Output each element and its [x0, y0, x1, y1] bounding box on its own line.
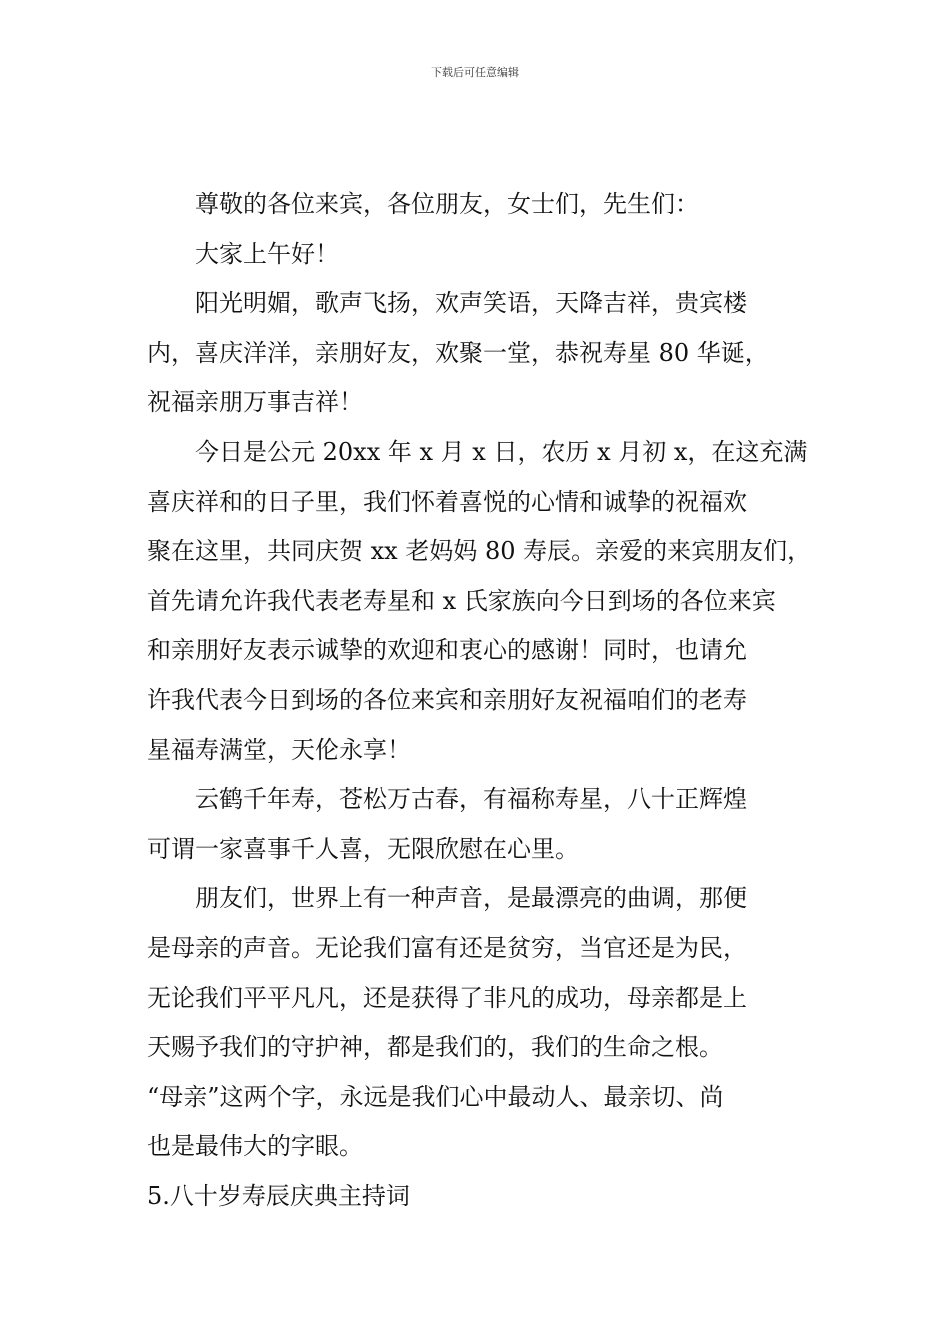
text-line: 可谓一家喜事千人喜，无限欣慰在心里。	[147, 834, 579, 863]
paragraph	[147, 775, 817, 874]
text-line: 首先请允许我代表老寿星和 x 氏家族向今日到场的各位来宾	[147, 586, 776, 615]
text-line: 云鹤千年寿，苍松万古春，有福称寿星，八十正辉煌	[195, 785, 747, 814]
text-line: 星福寿满堂，天伦永享！	[147, 735, 411, 764]
text-line: 朋友们，世界上有一种声音，是最漂亮的曲调，那便	[195, 884, 747, 913]
text-line: “母亲”这两个字，永远是我们心中最动人、最亲切、尚	[147, 1082, 724, 1111]
paragraph	[147, 180, 817, 230]
paragraph	[147, 279, 817, 428]
section-heading-text: 5.八十岁寿辰庆典主持词	[147, 1181, 410, 1210]
text-line: 喜庆祥和的日子里，我们怀着喜悦的心情和诚挚的祝福欢	[147, 487, 747, 516]
text-line: 是母亲的声音。无论我们富有还是贫穷，当官还是为民，	[147, 933, 747, 962]
paragraph	[147, 230, 817, 280]
section-heading	[147, 1172, 817, 1222]
document-body	[147, 180, 817, 1221]
paragraph	[147, 428, 817, 775]
text-line: 尊敬的各位来宾，各位朋友，女士们，先生们：	[195, 190, 699, 218]
text-line: 阳光明媚，歌声飞扬，欢声笑语，天降吉祥，贵宾楼	[195, 289, 747, 318]
paragraph	[147, 874, 817, 1172]
header-note: 下载后可任意编辑	[431, 66, 519, 79]
text-line: 聚在这里，共同庆贺 xx 老妈妈 80 寿辰。亲爱的来宾朋友们，	[147, 537, 812, 566]
text-line: 祝福亲朋万事吉祥！	[147, 388, 363, 417]
text-line: 也是最伟大的字眼。	[147, 1132, 363, 1161]
text-line: 大家上午好！	[195, 239, 339, 268]
text-line: 今日是公元 20xx 年 x 月 x 日，农历 x 月初 x，在这充满	[195, 437, 808, 466]
text-line: 许我代表今日到场的各位来宾和亲朋好友祝福咱们的老寿	[147, 685, 747, 714]
text-line: 和亲朋好友表示诚挚的欢迎和衷心的感谢！同时，也请允	[147, 636, 747, 665]
text-line: 天赐予我们的守护神，都是我们的，我们的生命之根。	[147, 1033, 723, 1062]
text-line: 内，喜庆洋洋，亲朋好友，欢聚一堂，恭祝寿星 80 华诞，	[147, 338, 769, 367]
text-line: 无论我们平平凡凡，还是获得了非凡的成功，母亲都是上	[147, 983, 747, 1012]
